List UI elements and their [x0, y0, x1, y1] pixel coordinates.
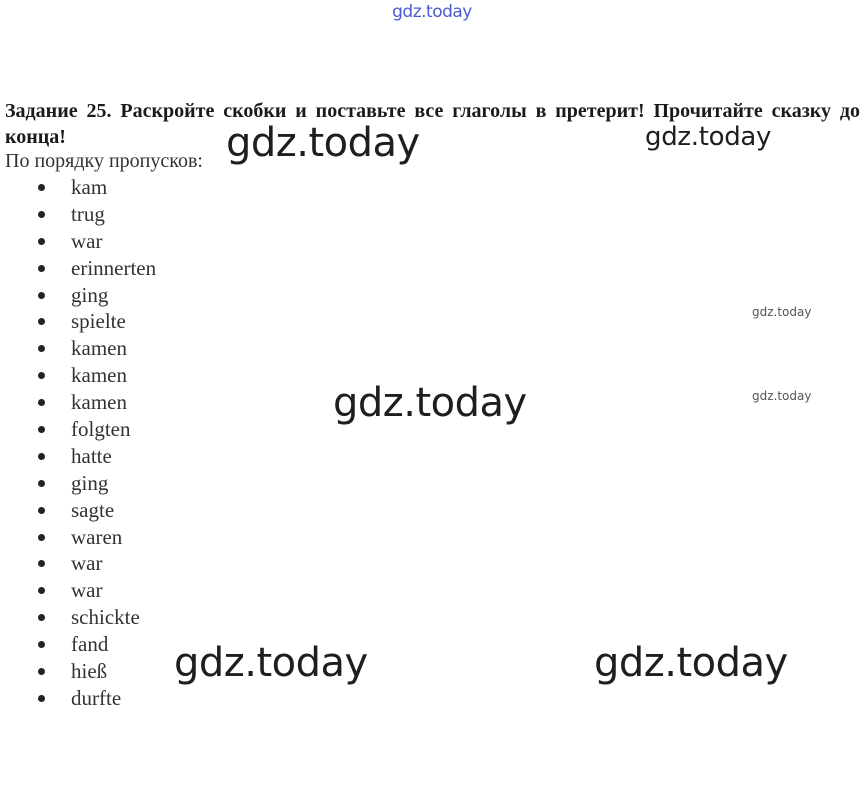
task-heading: Задание 25. Раскройте скобки и поставьте все глаголы в претерит! Прочитайте сказку до конца! — [5, 100, 860, 148]
answer-item: kamen — [0, 335, 156, 362]
answer-item: hatte — [0, 443, 156, 470]
watermark: gdz.today — [594, 640, 788, 686]
answer-item: erinnerten — [0, 255, 156, 282]
watermark: gdz.today — [333, 380, 527, 426]
answer-item: hieß — [0, 658, 156, 685]
answer-item: spielte — [0, 308, 156, 335]
answer-item: war — [0, 550, 156, 577]
answer-item: fand — [0, 631, 156, 658]
watermark: gdz.today — [174, 640, 368, 686]
answer-item: folgten — [0, 416, 156, 443]
answer-item: kamen — [0, 362, 156, 389]
watermark: gdz.today — [226, 120, 420, 166]
answer-item: sagte — [0, 497, 156, 524]
watermark: gdz.today — [645, 122, 772, 152]
answer-item: trug — [0, 201, 156, 228]
site-header-link[interactable]: gdz.today — [392, 2, 472, 22]
answer-item: schickte — [0, 604, 156, 631]
answer-item: war — [0, 228, 156, 255]
answer-item: ging — [0, 470, 156, 497]
watermark: gdz.today — [752, 389, 812, 403]
answer-item: waren — [0, 524, 156, 551]
answer-list — [0, 174, 156, 712]
answer-item: ging — [0, 282, 156, 309]
answer-item: durfte — [0, 685, 156, 712]
answer-item: kamen — [0, 389, 156, 416]
watermark: gdz.today — [752, 305, 812, 319]
answer-item: kam — [0, 174, 156, 201]
answers-subtitle: По порядку пропусков: — [5, 150, 203, 172]
answer-item: war — [0, 577, 156, 604]
